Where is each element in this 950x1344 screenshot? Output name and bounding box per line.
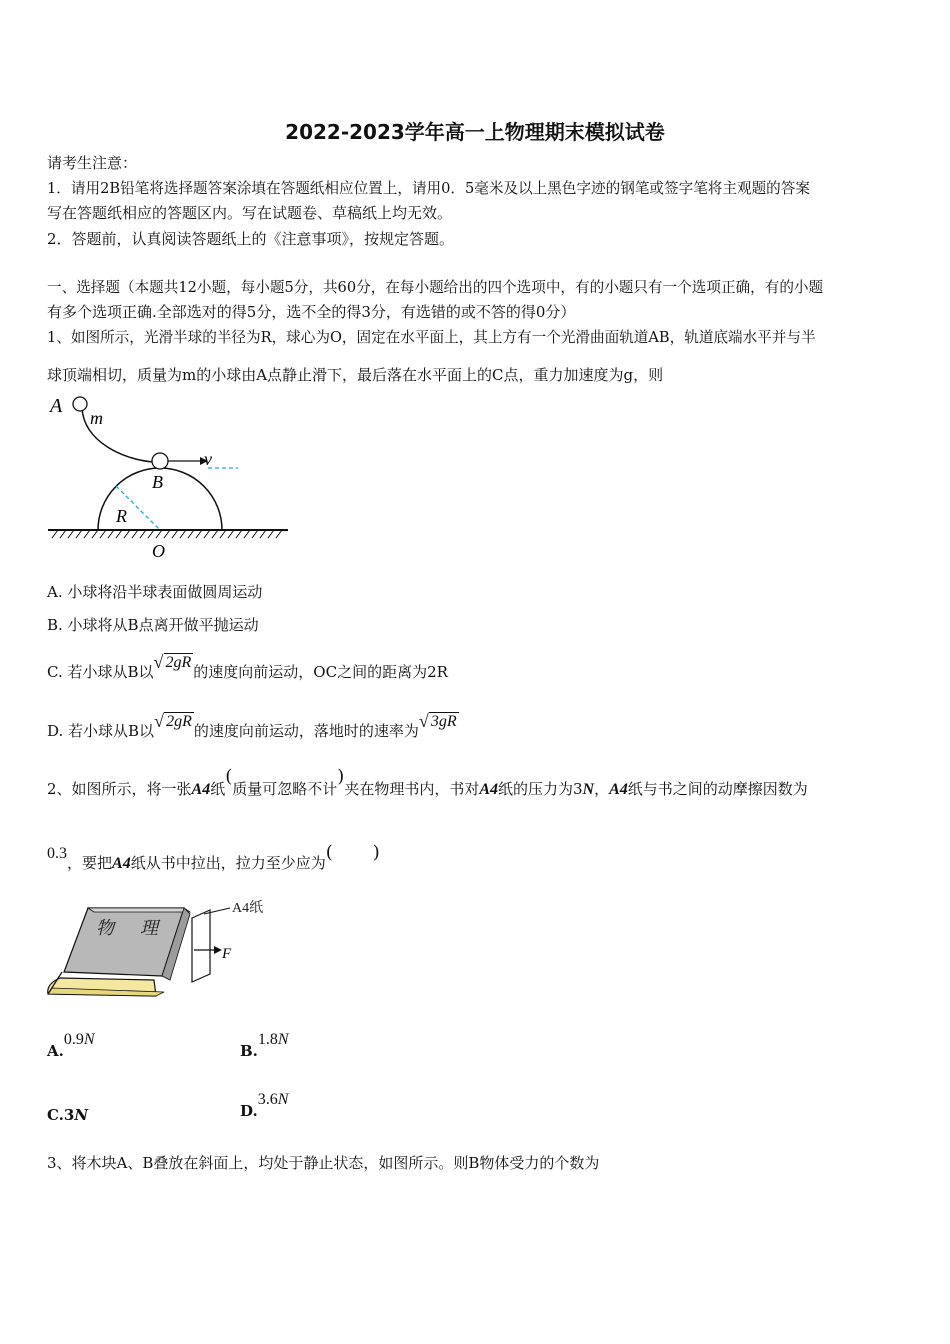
section-heading: 一、选择题（本题共12小题，每小题5分，共60分，在每小题给出的四个选项中，有的小题只有一个选项正确，有的小题 (47, 279, 824, 296)
section-heading-cont: 有多个选项正确.全部选对的得5分，选不全的得3分，有选错的或不答的得0分） (47, 303, 576, 321)
option-b: B. 小球将从B点离开做平抛运动 (47, 616, 259, 634)
book-figure (44, 896, 284, 1006)
option-d: D. 若小球从B以 √ 2gR的速度向前运动，落地时的速率为 √ 3gR (47, 711, 457, 740)
notice-item: 2．答题前，认真阅读答题纸上的《注意事项》，按规定答题。 (47, 230, 455, 248)
option-a: A. 小球将沿半球表面做圆周运动 (47, 583, 263, 601)
notice-heading: 请考生注意： (47, 154, 138, 172)
label-m: m (90, 408, 103, 428)
option-d: D.3.6N (240, 1091, 289, 1120)
label-b: B (152, 472, 163, 492)
sqrt-2gR: √ 2gR (154, 711, 192, 731)
question-2-text-cont: 0.3，要把A4纸从书中拉出，拉力至少应为( ) (47, 842, 380, 872)
label-a: A (50, 395, 63, 417)
notice-item: 1．请用2B铅笔将选择题答案涂填在答题纸相应位置上，请用0．5毫米及以上黑色字迹的钢笔或签字笔将主观题的答案 (47, 180, 810, 197)
option-a: A.0.9N (47, 1031, 95, 1060)
option-b: B.1.8N (240, 1031, 289, 1060)
page-title: 2022-2023学年高一上物理期末模拟试卷 (285, 120, 665, 144)
notice-item: 写在答题纸相应的答题区内。写在试题卷、草稿纸上均无效。 (47, 204, 453, 222)
question-1-text-cont: 球顶端相切，质量为m的小球由A点静止滑下，最后落在水平面上的C点，重力加速度为g，则 (47, 366, 664, 384)
option-c: C.3N (47, 1106, 89, 1124)
force-label: F (222, 946, 232, 962)
sqrt-3gR: √ 3gR (418, 711, 457, 731)
book-label: 理 (140, 918, 158, 938)
paper-label: A4纸 (232, 901, 264, 916)
label-v: v (204, 449, 212, 469)
label-o: O (152, 541, 165, 561)
question-2-text: 2、如图所示，将一张A4纸(质量可忽略不计)夹在物理书内，书对A4纸的压力为3N，A4纸与书之间的动摩擦因数为 (47, 766, 808, 798)
book-label: 物 (96, 918, 114, 938)
option-c: C. 若小球从B以 √ 2gR的速度向前运动，OC之间的距离为2R (47, 652, 448, 681)
question-3-text: 3、将木块A、B叠放在斜面上，均处于静止状态，如图所示。则B物体受力的个数为 (47, 1154, 600, 1172)
hemisphere-figure (44, 392, 294, 562)
question-1-text: 1、如图所示，光滑半球的半径为R，球心为O，固定在水平面上，其上方有一个光滑曲面轨道AB，轨道底端水平并与半 (47, 329, 816, 346)
label-r: R (116, 506, 127, 526)
sqrt-2gR: √ 2gR (153, 652, 192, 672)
